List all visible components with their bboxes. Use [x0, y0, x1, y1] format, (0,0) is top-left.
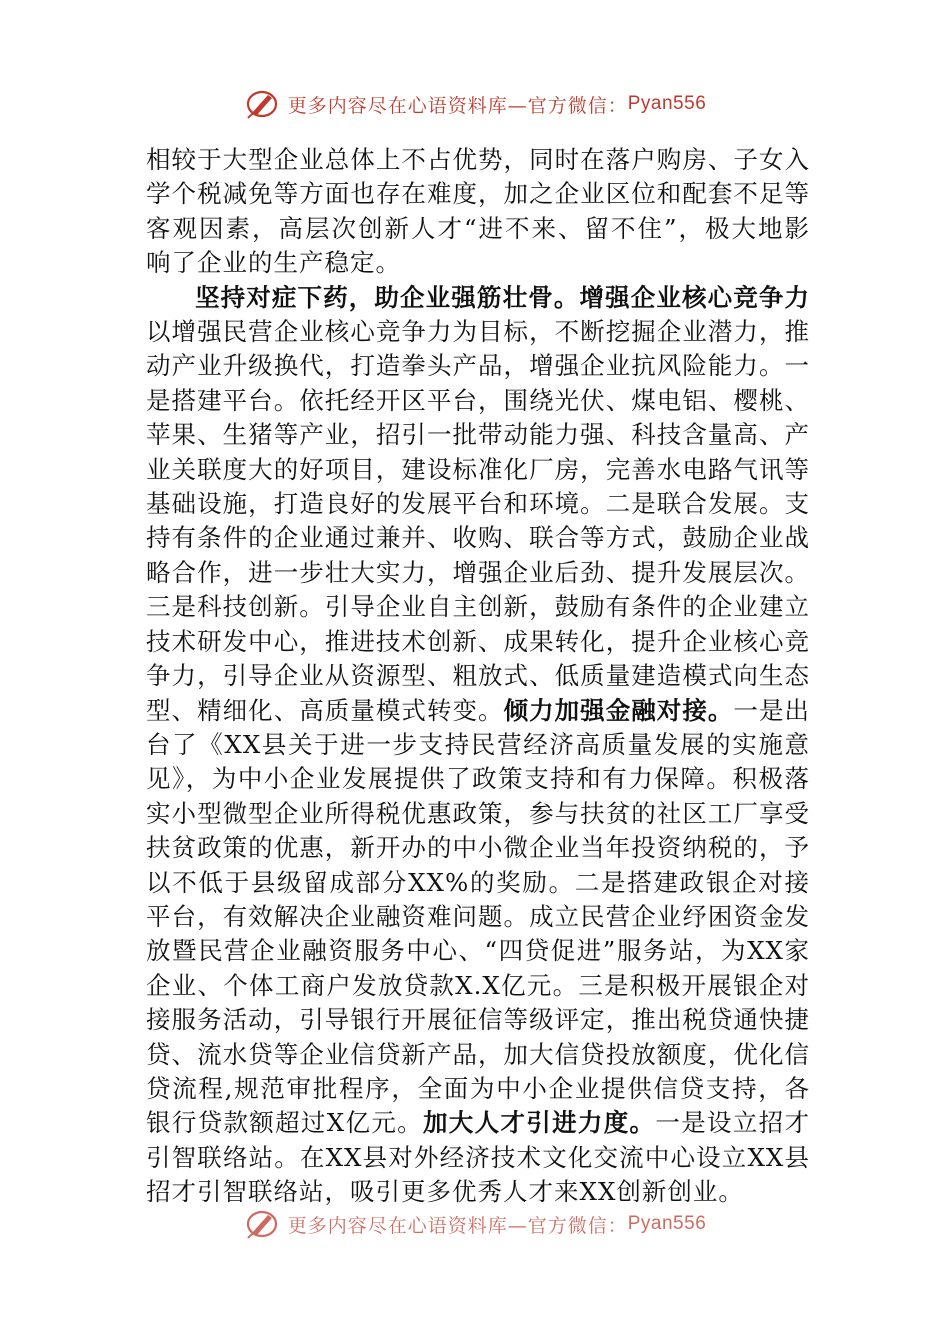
- watermark-wechat-id: Pyan556: [627, 93, 707, 114]
- text-run: 一是出台了《XX县关于进一步支持民营经济高质量发展的实施意见》，为中小企业发展提供了政策支持和有力保障。积极落实小型微型企业所得税优惠政策，参与扶贫的社区工厂享受扶贫政策的优惠，新开办的中小微企业当年投资纳税的，予以不低于县级留成部分XX%的奖励。二是搭建政银企对接平台，有效解决企业融资难问题。成立民营企业纾困资金发放暨民营企业融资服务中心、“四贷促进”服务站，为XX家企业、个体工商户发放贷款X.X亿元。三是积极开展银企对接服务活动，引导银行开展征信等级评定，推出税贷通快捷贷、流水贷等企业信贷新产品，加大信贷投放额度，优化信贷流程,规范审批程序，全面为中小企业提供信贷支持，各银行贷款额超过X亿元。: [146, 695, 811, 1138]
- watermark-text: 更多内容尽在心语资料库—官方微信：: [287, 94, 628, 117]
- text-run: 以增强民营企业核心竞争力为目标，不断挖掘企业潜力，推动产业升级换代，打造拳头产品，增强企业抗风险能力。一是搭建平台。依托经开区平台，围绕光伏、煤电铝、樱桃、苹果、生猪等产业，招引一批带动能力强、科技含量高、产业关联度大的好项目，建设标准化厂房，完善水电路气讯等基础设施，打造良好的发展平台和环境。二是联合发展。支持有条件的企业通过兼并、收购、联合等方式，鼓励企业战略合作，进一步壮大实力，增强企业后劲、提升发展层次。三是科技创新。引导企业自主创新，鼓励有条件的企业建立技术研发中心，推进技术创新、成果转化，提升企业核心竞争力，引导企业从资源型、粗放式、低质量建造模式向生态型、精细化、高质量模式转变。: [146, 317, 810, 725]
- pen-logo-icon: [244, 87, 282, 121]
- watermark-wechat-id: Pyan556: [627, 1213, 707, 1234]
- watermark-header: [0, 84, 950, 124]
- bold-heading-run: 倾力加强金融对接。: [503, 695, 734, 725]
- watermark-text: 更多内容尽在心语资料库—官方微信：: [287, 1214, 628, 1237]
- paragraph-2: [146, 281, 810, 1210]
- watermark-footer: [0, 1204, 950, 1244]
- document-body: [146, 143, 810, 1210]
- text-run: 相较于大型企业总体上不占优势，同时在落户购房、子女入学个税减免等方面也存在难度，加之企业区位和配套不足等客观因素，高层次创新人才“进不来、留不住”，极大地影响了企业的生产稳定。: [146, 145, 810, 278]
- bold-heading-run: 坚持对症下药，助企业强筋壮骨。增强企业核心竞争力: [195, 282, 810, 312]
- paragraph-1: [146, 143, 810, 281]
- bold-heading-run: 加大人才引进力度。: [422, 1108, 656, 1138]
- pen-logo-icon: [244, 1207, 282, 1241]
- text-run: 一是设立招才引智联络站。在XX县对外经济技术文化交流中心设立XX县招才引智联络站，吸引更多优秀人才来XX创新创业。: [146, 1108, 810, 1207]
